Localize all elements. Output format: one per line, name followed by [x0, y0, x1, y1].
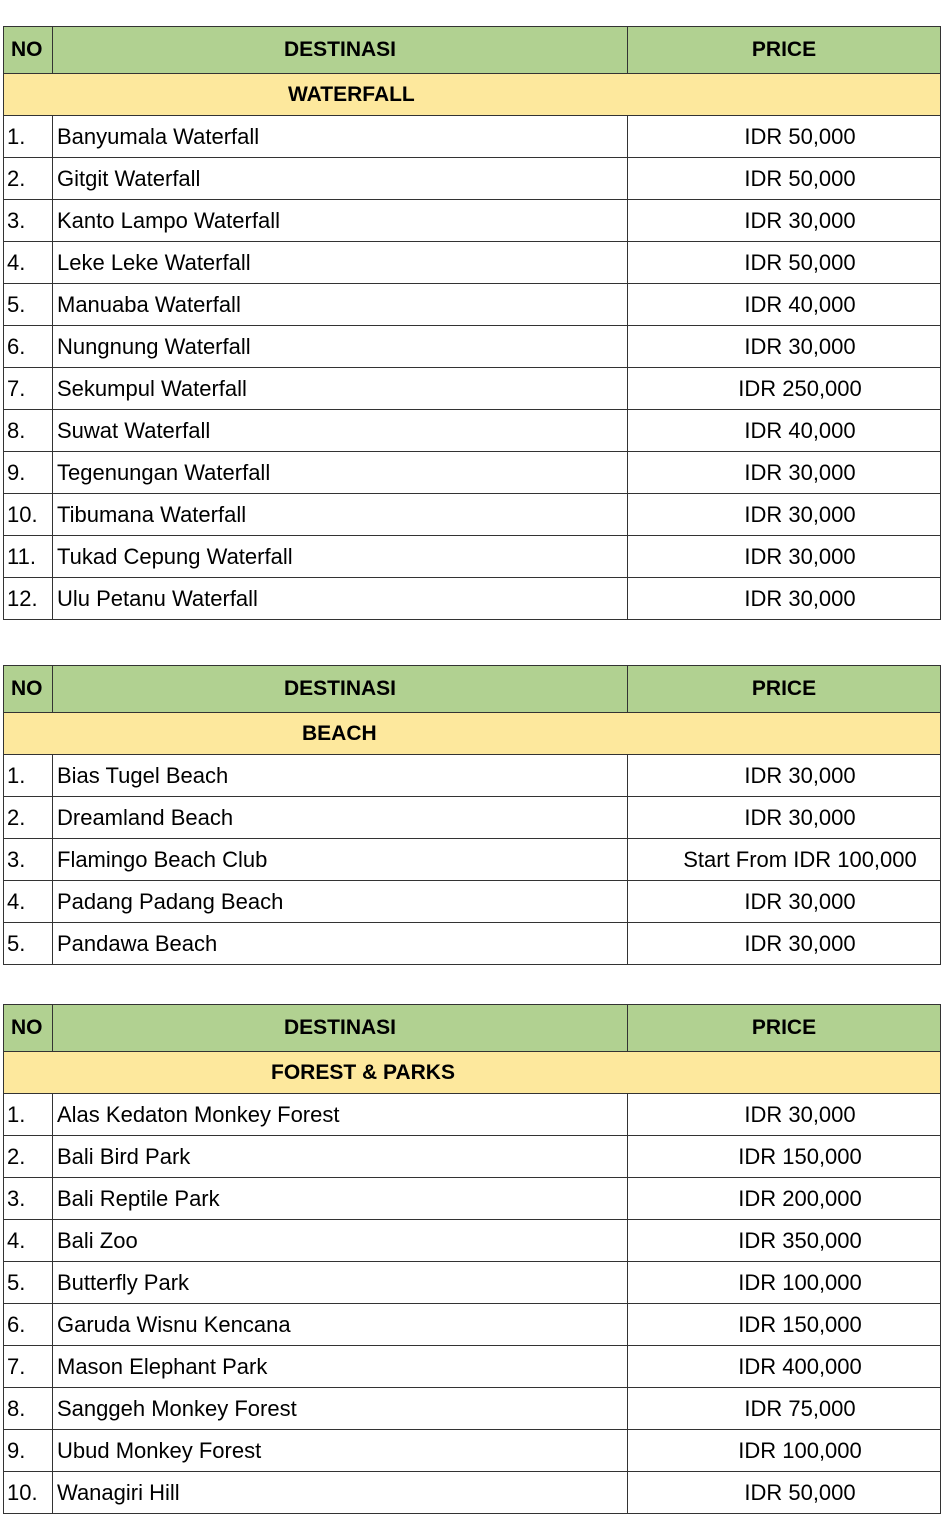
table-row — [4, 1304, 941, 1346]
destination-name: Ubud Monkey Forest — [53, 1430, 628, 1472]
destination-price — [628, 1346, 941, 1388]
table-row — [4, 116, 941, 158]
row-number: 5. — [4, 284, 53, 326]
row-number: 3. — [4, 839, 53, 881]
destination-name: Sanggeh Monkey Forest — [53, 1388, 628, 1430]
destination-price — [628, 494, 941, 536]
row-number: 7. — [4, 1346, 53, 1388]
table-header-row — [4, 666, 941, 713]
category-cell — [4, 713, 941, 755]
table-row — [4, 1472, 941, 1514]
destination-price — [628, 1262, 941, 1304]
price-text: IDR 30,000 — [744, 459, 856, 485]
row-number: 6. — [4, 1304, 53, 1346]
header-destinasi: DESTINASI — [53, 27, 628, 74]
destination-price — [628, 578, 941, 620]
destination-price — [628, 326, 941, 368]
table-row — [4, 326, 941, 368]
table-row — [4, 755, 941, 797]
destination-name: Banyumala Waterfall — [53, 116, 628, 158]
row-number: 2. — [4, 1136, 53, 1178]
destination-price — [628, 797, 941, 839]
destination-price — [628, 1430, 941, 1472]
table-row — [4, 452, 941, 494]
table-row — [4, 284, 941, 326]
destination-name: Bali Bird Park — [53, 1136, 628, 1178]
destination-price — [628, 1388, 941, 1430]
table-row — [4, 1262, 941, 1304]
destination-price — [628, 1304, 941, 1346]
destination-name: Flamingo Beach Club — [53, 839, 628, 881]
destination-price — [628, 1178, 941, 1220]
destination-price — [628, 881, 941, 923]
table-row — [4, 1094, 941, 1136]
destination-name: Manuaba Waterfall — [53, 284, 628, 326]
table-row — [4, 536, 941, 578]
destination-price — [628, 755, 941, 797]
waterfall-table-block — [3, 26, 940, 620]
header-no: NO — [4, 1005, 53, 1052]
price-text: IDR 50,000 — [744, 123, 856, 149]
header-destinasi: DESTINASI — [53, 666, 628, 713]
row-number: 8. — [4, 410, 53, 452]
table-header-row — [4, 1005, 941, 1052]
price-text: IDR 50,000 — [744, 1479, 856, 1505]
price-table — [3, 1004, 941, 1514]
price-text: IDR 75,000 — [744, 1395, 856, 1421]
table-row — [4, 1136, 941, 1178]
header-price: PRICE — [628, 666, 941, 713]
destination-name: Padang Padang Beach — [53, 881, 628, 923]
price-text: IDR 30,000 — [744, 930, 856, 956]
table-row — [4, 839, 941, 881]
row-number: 10. — [4, 494, 53, 536]
destination-price — [628, 452, 941, 494]
row-number: 1. — [4, 1094, 53, 1136]
header-price: PRICE — [628, 27, 941, 74]
destination-price — [628, 536, 941, 578]
price-text: IDR 30,000 — [744, 585, 856, 611]
category-row — [4, 74, 941, 116]
category-row — [4, 1052, 941, 1094]
price-text: Start From IDR 100,000 — [683, 846, 917, 872]
table-row — [4, 410, 941, 452]
row-number: 11. — [4, 536, 53, 578]
destination-name: Tukad Cepung Waterfall — [53, 536, 628, 578]
price-text: IDR 100,000 — [738, 1269, 862, 1295]
destination-price — [628, 242, 941, 284]
destination-price — [628, 284, 941, 326]
category-label: BEACH — [302, 721, 377, 745]
price-text: IDR 250,000 — [738, 375, 862, 401]
table-row — [4, 1178, 941, 1220]
price-text: IDR 40,000 — [744, 291, 856, 317]
row-number: 2. — [4, 158, 53, 200]
table-row — [4, 797, 941, 839]
destination-name: Sekumpul Waterfall — [53, 368, 628, 410]
destination-name: Pandawa Beach — [53, 923, 628, 965]
destination-name: Tegenungan Waterfall — [53, 452, 628, 494]
price-text: IDR 30,000 — [744, 762, 856, 788]
destination-price — [628, 839, 941, 881]
price-text: IDR 30,000 — [744, 501, 856, 527]
price-text: IDR 30,000 — [744, 1101, 856, 1127]
row-number: 4. — [4, 881, 53, 923]
table-row — [4, 578, 941, 620]
table-row — [4, 1346, 941, 1388]
row-number: 4. — [4, 242, 53, 284]
header-no: NO — [4, 666, 53, 713]
row-number: 3. — [4, 200, 53, 242]
price-text: IDR 30,000 — [744, 207, 856, 233]
destination-name: Ulu Petanu Waterfall — [53, 578, 628, 620]
price-text: IDR 100,000 — [738, 1437, 862, 1463]
header-no: NO — [4, 27, 53, 74]
destination-name: Tibumana Waterfall — [53, 494, 628, 536]
row-number: 10. — [4, 1472, 53, 1514]
price-text: IDR 30,000 — [744, 333, 856, 359]
price-text: IDR 50,000 — [744, 165, 856, 191]
destination-price — [628, 1136, 941, 1178]
destination-name: Gitgit Waterfall — [53, 158, 628, 200]
row-number: 9. — [4, 452, 53, 494]
destination-price — [628, 1220, 941, 1262]
table-row — [4, 923, 941, 965]
destination-name: Alas Kedaton Monkey Forest — [53, 1094, 628, 1136]
destination-name: Butterfly Park — [53, 1262, 628, 1304]
row-number: 6. — [4, 326, 53, 368]
table-header-row — [4, 27, 941, 74]
price-text: IDR 40,000 — [744, 417, 856, 443]
destination-name: Suwat Waterfall — [53, 410, 628, 452]
row-number: 2. — [4, 797, 53, 839]
row-number: 5. — [4, 923, 53, 965]
price-text: IDR 400,000 — [738, 1353, 862, 1379]
destination-name: Kanto Lampo Waterfall — [53, 200, 628, 242]
price-text: IDR 50,000 — [744, 249, 856, 275]
category-cell — [4, 74, 941, 116]
row-number: 12. — [4, 578, 53, 620]
price-text: IDR 30,000 — [744, 888, 856, 914]
row-number: 7. — [4, 368, 53, 410]
destination-name: Wanagiri Hill — [53, 1472, 628, 1514]
header-destinasi: DESTINASI — [53, 1005, 628, 1052]
category-row — [4, 713, 941, 755]
table-row — [4, 368, 941, 410]
destination-name: Garuda Wisnu Kencana — [53, 1304, 628, 1346]
destination-price — [628, 1094, 941, 1136]
destination-price — [628, 200, 941, 242]
destination-name: Bali Reptile Park — [53, 1178, 628, 1220]
destination-price — [628, 410, 941, 452]
row-number: 5. — [4, 1262, 53, 1304]
forest-parks-table-block — [3, 1004, 940, 1514]
table-row — [4, 242, 941, 284]
table-row — [4, 1220, 941, 1262]
row-number: 9. — [4, 1430, 53, 1472]
table-row — [4, 494, 941, 536]
destination-name: Bali Zoo — [53, 1220, 628, 1262]
destination-price — [628, 158, 941, 200]
destination-name: Bias Tugel Beach — [53, 755, 628, 797]
price-text: IDR 350,000 — [738, 1227, 862, 1253]
category-label: FOREST & PARKS — [271, 1060, 455, 1084]
price-text: IDR 30,000 — [744, 543, 856, 569]
destination-name: Mason Elephant Park — [53, 1346, 628, 1388]
header-price: PRICE — [628, 1005, 941, 1052]
price-text: IDR 150,000 — [738, 1143, 862, 1169]
destination-price — [628, 368, 941, 410]
table-row — [4, 200, 941, 242]
destination-name: Leke Leke Waterfall — [53, 242, 628, 284]
table-row — [4, 158, 941, 200]
row-number: 4. — [4, 1220, 53, 1262]
price-table — [3, 665, 941, 965]
price-text: IDR 150,000 — [738, 1311, 862, 1337]
destination-price — [628, 116, 941, 158]
table-row — [4, 881, 941, 923]
row-number: 3. — [4, 1178, 53, 1220]
table-row — [4, 1430, 941, 1472]
row-number: 8. — [4, 1388, 53, 1430]
category-label: WATERFALL — [288, 82, 415, 106]
destination-name: Nungnung Waterfall — [53, 326, 628, 368]
price-text: IDR 30,000 — [744, 804, 856, 830]
price-text: IDR 200,000 — [738, 1185, 862, 1211]
destination-name: Dreamland Beach — [53, 797, 628, 839]
destination-price — [628, 923, 941, 965]
row-number: 1. — [4, 755, 53, 797]
price-table — [3, 26, 941, 620]
destination-price — [628, 1472, 941, 1514]
beach-table-block — [3, 665, 940, 965]
category-cell — [4, 1052, 941, 1094]
row-number: 1. — [4, 116, 53, 158]
table-row — [4, 1388, 941, 1430]
